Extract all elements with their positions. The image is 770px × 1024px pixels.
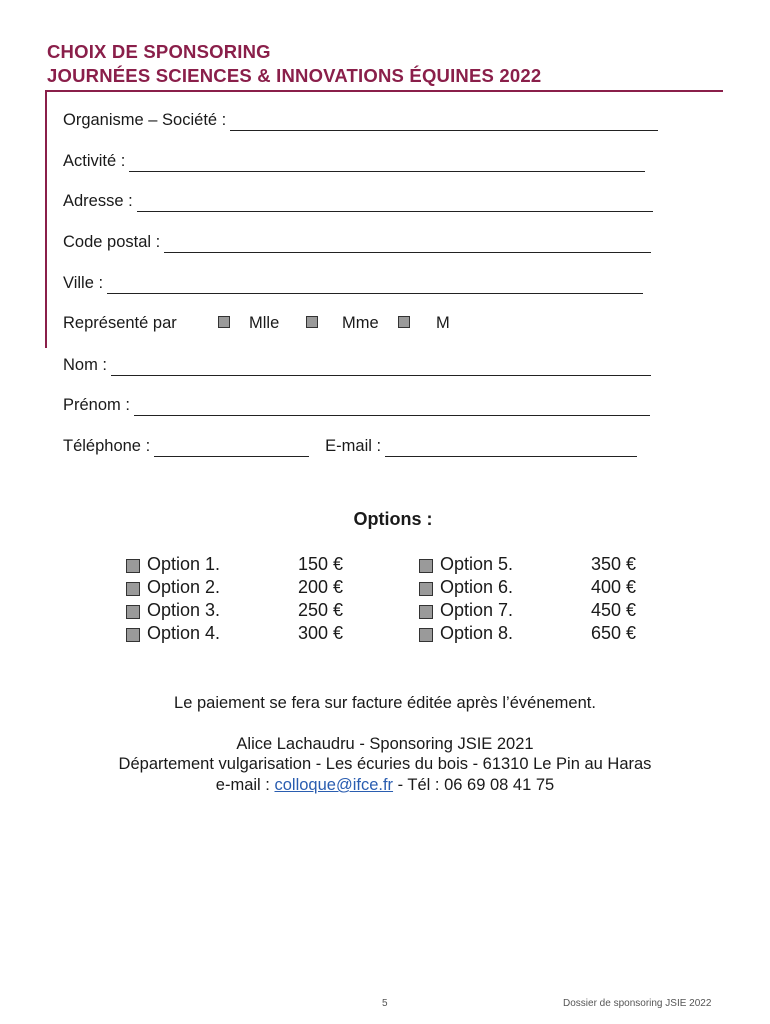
organisme-field[interactable]	[63, 109, 658, 131]
code-postal-input-line[interactable]	[164, 235, 651, 253]
mlle-checkbox[interactable]	[218, 316, 230, 328]
activite-input-line[interactable]	[129, 154, 645, 172]
nom-input-line[interactable]	[111, 358, 651, 376]
prenom-input-line[interactable]	[134, 398, 650, 416]
option-label: Option 8.	[440, 623, 514, 643]
mme-label: Mme	[342, 314, 379, 332]
side-rule	[45, 90, 47, 348]
represente-par-label: Représenté par	[63, 314, 177, 332]
option-price: 400 €	[591, 577, 637, 597]
option-price: 150 €	[298, 554, 344, 574]
mme-checkbox[interactable]	[306, 316, 318, 328]
contact-name: Alice Lachaudru - Sponsoring JSIE 2021	[236, 735, 534, 753]
option-checkbox[interactable]	[126, 628, 140, 642]
option-checkbox[interactable]	[419, 582, 433, 596]
page-number: 5	[382, 998, 388, 1009]
organisme-label: Organisme – Société :	[63, 111, 227, 129]
option-label: Option 4.	[147, 623, 221, 643]
option-label: Option 5.	[440, 554, 514, 574]
option-price: 650 €	[591, 623, 637, 643]
option-label: Option 2.	[147, 577, 221, 597]
option-checkbox[interactable]	[419, 559, 433, 573]
page-title	[47, 40, 541, 88]
option-price: 300 €	[298, 623, 344, 643]
adresse-input-line[interactable]	[137, 194, 653, 212]
adresse-field[interactable]	[63, 190, 653, 212]
option-checkbox[interactable]	[419, 605, 433, 619]
organisme-input-line[interactable]	[230, 113, 658, 131]
ville-field[interactable]	[63, 272, 643, 294]
footer-doc-title: Dossier de sponsoring JSIE 2022	[563, 998, 712, 1009]
prenom-label: Prénom :	[63, 396, 130, 414]
email-label: E-mail :	[325, 437, 382, 455]
option-label: Option 7.	[440, 600, 514, 620]
option-price: 450 €	[591, 600, 637, 620]
option-checkbox[interactable]	[126, 582, 140, 596]
m-label: M	[436, 314, 450, 332]
option-checkbox[interactable]	[419, 628, 433, 642]
phone-text: - Tél : 06 69 08 41 75	[393, 776, 555, 794]
contact-address: Département vulgarisation - Les écuries du bois - 61310 Le Pin au Haras	[118, 755, 652, 773]
title-line-2: JOURNÉES SCIENCES & INNOVATIONS ÉQUINES 2022	[47, 65, 542, 86]
option-price: 200 €	[298, 577, 344, 597]
telephone-email-row	[63, 435, 637, 457]
code-postal-label: Code postal :	[63, 233, 161, 251]
option-checkbox[interactable]	[126, 559, 140, 573]
telephone-label: Téléphone :	[63, 437, 151, 455]
option-label: Option 3.	[147, 600, 221, 620]
email-input-line[interactable]	[385, 439, 637, 457]
option-label: Option 1.	[147, 554, 221, 574]
ville-input-line[interactable]	[107, 276, 643, 294]
option-label: Option 6.	[440, 577, 514, 597]
option-checkbox[interactable]	[126, 605, 140, 619]
activite-label: Activité :	[63, 152, 126, 170]
option-price: 350 €	[591, 554, 637, 574]
activite-field[interactable]	[63, 150, 645, 172]
telephone-input-line[interactable]	[154, 439, 309, 457]
title-line-1: CHOIX DE SPONSORING	[47, 41, 271, 62]
email-prefix: e-mail :	[215, 776, 275, 794]
mlle-label: Mlle	[249, 314, 280, 332]
nom-label: Nom :	[63, 356, 108, 374]
represente-par-row	[63, 312, 563, 334]
option-price: 250 €	[298, 600, 344, 620]
prenom-field[interactable]	[63, 394, 650, 416]
code-postal-field[interactable]	[63, 231, 651, 253]
m-checkbox[interactable]	[398, 316, 410, 328]
ville-label: Ville :	[63, 274, 104, 292]
email-link[interactable]: colloque@ifce.fr	[274, 776, 394, 794]
adresse-label: Adresse :	[63, 192, 133, 210]
options-heading: Options :	[353, 509, 433, 529]
nom-field[interactable]	[63, 354, 651, 376]
payment-note: Le paiement se fera sur facture éditée après l’événement.	[174, 694, 596, 712]
header-rule	[45, 90, 723, 92]
contact-email-phone	[0, 774, 770, 796]
